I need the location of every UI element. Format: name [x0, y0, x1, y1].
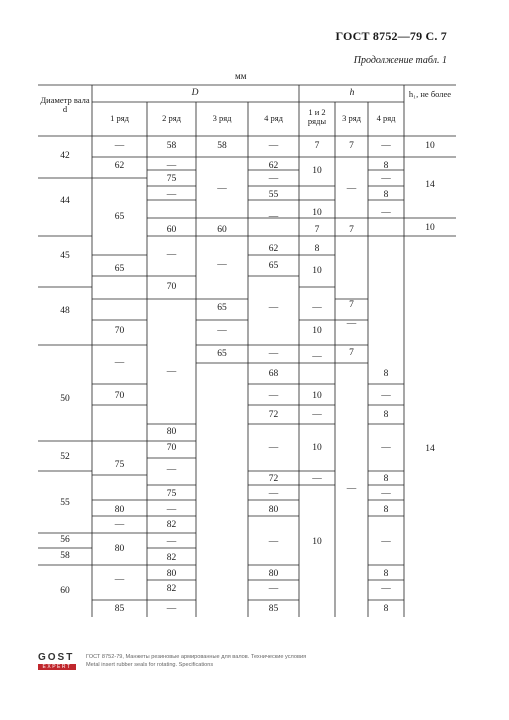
diameter-label: 50 — [60, 394, 70, 404]
table-cell: — — [166, 604, 177, 614]
table-cell: 70 — [166, 443, 177, 453]
table-cell: — — [268, 174, 279, 184]
table-cell: 65 — [217, 349, 227, 359]
table-cell: — — [346, 184, 357, 194]
table-cell: 8 — [314, 244, 320, 254]
table-cell: 65 — [114, 264, 125, 274]
table-cell: — — [217, 260, 227, 270]
table-cell: 10 — [312, 443, 322, 453]
table-cell: 7 — [314, 225, 320, 235]
table-cell: 82 — [166, 520, 177, 530]
table-cell: 7 — [349, 348, 354, 358]
header-rows12: 1 и 2 ряды — [307, 107, 327, 126]
table-cell: 10 — [312, 166, 322, 176]
footer — [38, 652, 478, 674]
table-cell: 72 — [268, 410, 279, 420]
table-cell: 14 — [425, 444, 435, 454]
table-cell: — — [268, 584, 279, 594]
table-cell: 70 — [166, 282, 177, 292]
table-cell: — — [312, 303, 322, 313]
table-cell: — — [381, 443, 391, 453]
table-cell: 8 — [383, 161, 389, 171]
diameter-label: 56 — [60, 535, 70, 545]
table-cell: — — [166, 250, 177, 260]
table-cell: 8 — [383, 569, 389, 579]
table-cell: — — [217, 326, 227, 336]
table-cell: — — [166, 190, 177, 200]
footer-line-2: Metal insert rubber seals for rotating. Specifications — [86, 662, 214, 668]
table-cell: 10 — [425, 141, 435, 151]
table-cell: — — [312, 410, 322, 420]
header-row4: 4 ряд — [264, 113, 283, 123]
table-cell: — — [217, 184, 227, 194]
header-shaft-diameter: Диаметр вала d — [40, 95, 90, 114]
header-h-row3: 3 ряд — [342, 113, 361, 123]
header-D: D — [191, 88, 199, 98]
diameter-label: 58 — [60, 551, 70, 561]
table-cell: — — [381, 537, 391, 547]
diameter-label: 48 — [60, 306, 70, 316]
header-row2: 2 ряд — [162, 113, 181, 123]
table-cell: 8 — [383, 410, 389, 420]
table-cell: 58 — [217, 141, 227, 151]
diameter-label: 45 — [60, 251, 70, 261]
table-cell: 10 — [312, 208, 322, 218]
diameter-label: 52 — [60, 452, 70, 462]
table-cell: — — [114, 575, 125, 585]
table-cell: 10 — [425, 223, 435, 233]
table-cell: 60 — [217, 225, 227, 235]
table-cell: 75 — [166, 174, 177, 184]
table-cell: — — [166, 505, 177, 515]
table-cell: 65 — [268, 261, 279, 271]
table-cell: 80 — [114, 505, 125, 515]
table-cell: 10 — [312, 391, 322, 401]
table-cell: 7 — [349, 225, 354, 235]
table-cell: 85 — [268, 604, 279, 614]
table-cell: — — [268, 303, 279, 313]
unit-label: мм — [235, 71, 247, 81]
table-cell: 65 — [114, 212, 125, 222]
table-cell: 62 — [268, 161, 279, 171]
table-cell: — — [268, 141, 279, 151]
table-cell: 7 — [349, 141, 354, 151]
table-cell: — — [381, 391, 391, 401]
table-cell: 62 — [114, 161, 125, 171]
diameter-label: 44 — [60, 196, 70, 206]
table-cell: 82 — [166, 553, 177, 563]
table-cell: 70 — [114, 391, 125, 401]
table-cell: — — [346, 319, 357, 329]
table-cell: 85 — [114, 604, 125, 614]
header-row3: 3 ряд — [212, 113, 232, 123]
table-cell: 72 — [268, 474, 279, 484]
table-cell: 7 — [349, 300, 354, 310]
table-cell: 55 — [268, 190, 279, 200]
table-cell: 14 — [425, 180, 435, 190]
table-cell: 82 — [166, 584, 177, 594]
table-cell: 75 — [114, 460, 125, 470]
table-cell: — — [346, 484, 357, 494]
table-cell: — — [166, 537, 177, 547]
diameter-label: 60 — [60, 586, 70, 596]
table-cell: 58 — [166, 141, 177, 151]
footer-line-1: ГОСТ 8752-79, Манжеты резиновые армированные для валов. Технические условия — [86, 654, 307, 660]
gost-expert-logo: GOST EXPERT — [38, 652, 75, 670]
table-cell: 62 — [268, 244, 279, 254]
table-cell: 8 — [383, 369, 389, 379]
table-cell: 7 — [314, 141, 320, 151]
table-cell: — — [268, 391, 279, 401]
table-cell: 80 — [166, 569, 177, 579]
header-h: h — [349, 88, 355, 98]
table-cell: — — [268, 443, 279, 453]
table-cell: 60 — [166, 225, 177, 235]
table-cell: 8 — [383, 505, 389, 515]
header-row1: 1 ряд — [110, 113, 129, 123]
table-cell: — — [166, 465, 177, 475]
table-cell: 80 — [268, 505, 279, 515]
table-cell: 10 — [312, 537, 322, 547]
table-cell: 10 — [312, 326, 322, 336]
table-cell: 80 — [166, 427, 177, 437]
table-continuation-label: Продолжение табл. 1 — [353, 55, 447, 66]
table-cell: 8 — [383, 474, 389, 484]
table-cell: 70 — [114, 326, 125, 336]
diameter-label: 42 — [60, 151, 70, 161]
table-cell: 8 — [383, 190, 389, 200]
table-cell: — — [114, 141, 125, 151]
table-cell: — — [268, 489, 279, 499]
diameter-label: 55 — [60, 498, 70, 508]
table-cell: — — [268, 212, 279, 222]
table-cell: — — [381, 489, 391, 499]
table-cell: — — [312, 352, 322, 362]
table-cell: 80 — [268, 569, 279, 579]
table-cell: — — [381, 141, 391, 151]
table-cell: 75 — [166, 489, 177, 499]
table-cell: — — [166, 161, 177, 171]
table-cell: — — [312, 474, 322, 484]
table-cell: — — [381, 208, 391, 218]
table-cell: — — [114, 358, 125, 368]
table-cell: — — [268, 349, 279, 359]
table-cell: 68 — [268, 369, 279, 379]
table-cell: — — [268, 537, 279, 547]
table-cell: — — [114, 520, 125, 530]
header-h1: h₁, не более — [408, 89, 452, 99]
footer-text — [86, 653, 306, 669]
table-cell: 8 — [383, 604, 389, 614]
table-cell: 65 — [217, 303, 227, 313]
table-cell: 10 — [312, 266, 322, 276]
table-cell: — — [381, 174, 391, 184]
table-cell: 80 — [114, 544, 125, 554]
page-header: ГОСТ 8752—79 С. 7 — [335, 29, 447, 43]
table-cell: — — [166, 367, 177, 377]
header-h-row4: 4 ряд — [376, 113, 396, 123]
table-cell: — — [381, 584, 391, 594]
